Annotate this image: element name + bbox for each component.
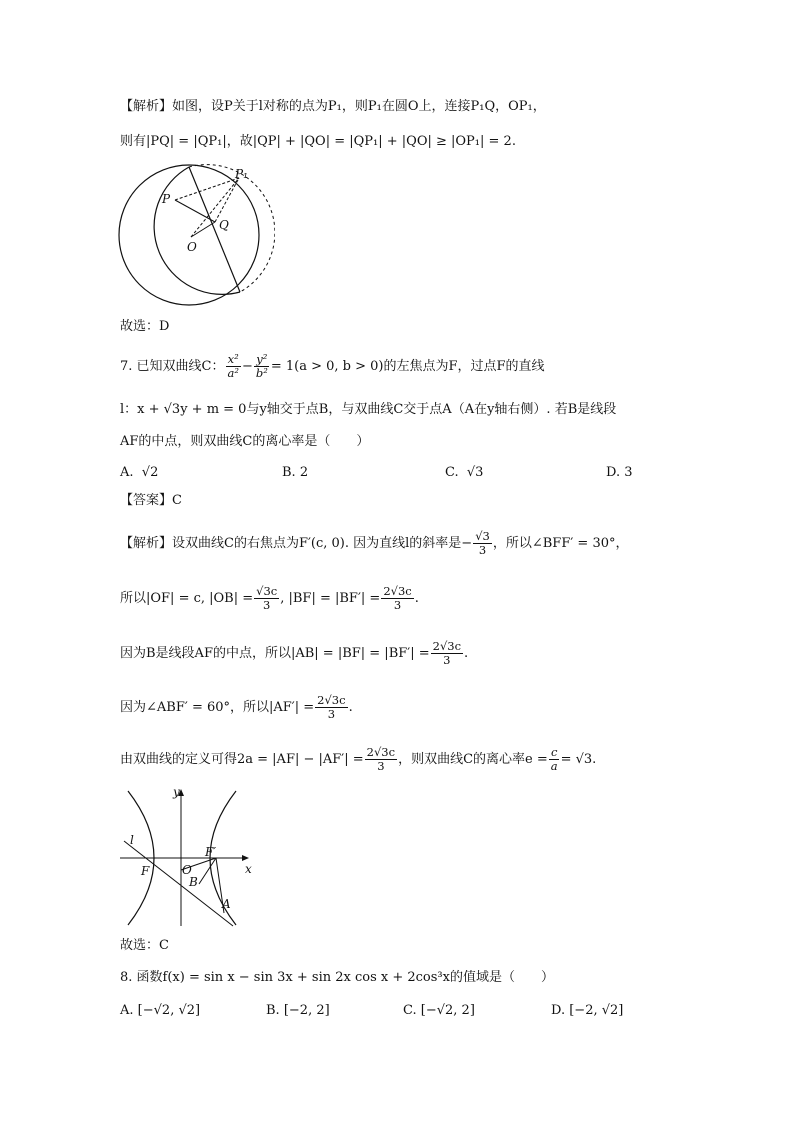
- q7-option-d: [606, 463, 633, 483]
- q7-a5-e-num: c: [550, 745, 558, 759]
- question-8-stem: 8. 函数f(x) = sin x − sin 3x + sin 2x cos x + 2cos³x的值域是（ ）: [120, 970, 554, 985]
- q7-a4-fraction: [315, 694, 347, 721]
- question-7-stem: [120, 352, 545, 382]
- q7-stem-prefix: 7. 已知双曲线C：: [120, 359, 225, 374]
- q7-option-d-text: 3: [624, 465, 633, 480]
- q8-option-c-letter: C.: [403, 1003, 417, 1018]
- q7-a3-num: 2√3c: [432, 639, 462, 653]
- q7-option-a-letter: A.: [120, 465, 134, 480]
- q7-a3-post: .: [464, 646, 469, 661]
- analysis-6-line-2: 则有|PQ| = |QP₁|，故|QP| + |QO| = |QP₁| + |QO| ≥ |OP₁| = 2.: [120, 134, 516, 149]
- label-P: P: [162, 192, 171, 206]
- q7-a2-f2-den: 3: [393, 598, 402, 612]
- label-Q: Q: [219, 218, 229, 232]
- q7-a3-den: 3: [443, 653, 451, 667]
- q7-y2: y²: [256, 352, 268, 366]
- x-axis-arrow: [242, 855, 249, 861]
- q7-option-d-letter: D.: [606, 465, 621, 480]
- q7-a3-fraction: [431, 640, 463, 667]
- q8-option-b-letter: B.: [266, 1003, 280, 1018]
- segment-O-P1: [191, 178, 239, 237]
- label-P1: P₁: [235, 167, 248, 181]
- q7-a5-pre: 由双曲线的定义可得2a = |AF| − |AF′| =: [120, 752, 364, 767]
- q7-a1-den: 3: [478, 543, 487, 557]
- question-7-line-3: AF的中点，则双曲线C的离心率是（ ）: [120, 434, 370, 449]
- q7-a2-post: .: [414, 591, 419, 606]
- q7-a4-den: 3: [327, 707, 336, 721]
- q7-a5-e-den: a: [550, 759, 558, 773]
- label-F: F: [141, 864, 150, 878]
- analysis-6-line-1: 【解析】如图，设P关于l对称的点为P₁，则P₁在圆O上，连接P₁Q，OP₁，: [120, 99, 546, 114]
- q8-option-d: [551, 1001, 623, 1021]
- q7-answer: 【答案】C: [120, 493, 182, 508]
- q7-option-b-text: 2: [299, 465, 309, 480]
- label-A: A: [222, 897, 231, 911]
- q7-option-c-text: √3: [466, 465, 484, 480]
- choice-7: 故选：C: [120, 938, 169, 953]
- q7-analysis-line-2: [120, 581, 419, 617]
- q7-option-a: [120, 463, 158, 483]
- q7-a5-fraction: [365, 746, 397, 773]
- q7-a2-f1-num: √3c: [256, 584, 278, 598]
- label-O: O: [182, 863, 192, 877]
- q7-stem-suffix: = 1(a > 0, b > 0)的左焦点为F，过点F的直线: [270, 359, 545, 374]
- question-7-line-2: l：x + √3y + m = 0与y轴交于点B，与双曲线C交于点A（A在y轴右侧）. 若B是线段: [120, 402, 617, 417]
- circle-reflection-figure: [115, 160, 275, 310]
- label-Fprime: F′: [205, 845, 217, 859]
- q7-option-b: [282, 463, 308, 483]
- q8-option-c: [403, 1001, 475, 1021]
- segment-P-Q: [175, 200, 215, 222]
- label-x: x: [245, 862, 252, 876]
- q7-a4-pre: 因为∠ABF′ = 60°，所以|AF′| =: [120, 700, 315, 715]
- label-y: y: [173, 786, 180, 799]
- q7-option-c-letter: C.: [445, 465, 459, 480]
- q7-a5-num: 2√3c: [366, 745, 396, 759]
- q8-option-b: [266, 1001, 330, 1021]
- q7-option-c: [445, 463, 483, 483]
- q7-a5-mid: ，则双曲线C的离心率e =: [398, 752, 548, 767]
- q7-a1-fraction: [473, 530, 492, 557]
- label-B: B: [189, 875, 198, 889]
- q7-b2: b²: [255, 366, 268, 380]
- q7-analysis-line-4: [120, 690, 353, 726]
- hyperbola-figure: [118, 786, 258, 931]
- segment-P-P1: [175, 178, 239, 200]
- q7-analysis-line-3: [120, 636, 468, 672]
- q8-option-d-text: [−2, √2]: [569, 1003, 624, 1018]
- q7-a2-mid: , |BF| = |BF′| =: [280, 591, 381, 606]
- q7-a4-post: .: [348, 700, 353, 715]
- q7-a5-den: 3: [377, 759, 385, 773]
- q7-a2-fraction-1: [254, 585, 279, 612]
- q8-option-c-text: [−√2, 2]: [420, 1003, 475, 1018]
- q8-option-a-text: [−√2, √2]: [137, 1003, 201, 1018]
- q7-option-a-text: √2: [141, 465, 159, 480]
- q7-a5-post: = √3.: [560, 752, 597, 767]
- q7-a4-num: 2√3c: [317, 693, 346, 707]
- label-l: l: [130, 833, 134, 847]
- segment-O-Q: [191, 222, 215, 237]
- q7-a1-num: √3: [475, 529, 490, 543]
- q8-option-a: [120, 1001, 200, 1021]
- q7-a2: a²: [227, 366, 239, 380]
- q7-fraction-y: [254, 353, 270, 380]
- q8-option-a-letter: A.: [120, 1003, 134, 1018]
- q8-option-d-letter: D.: [551, 1003, 566, 1018]
- q8-option-b-text: [−2, 2]: [283, 1003, 330, 1018]
- q7-fraction-x: [225, 353, 240, 380]
- q7-analysis-line-5: [120, 742, 596, 778]
- q7-a2-f1-den: 3: [263, 598, 271, 612]
- q7-option-b-letter: B.: [282, 465, 296, 480]
- q7-analysis-line-1: [120, 526, 629, 562]
- label-O: O: [187, 240, 197, 254]
- q7-a3-pre: 因为B是线段AF的中点，所以|AB| = |BF| = |BF′| =: [120, 646, 430, 661]
- q7-a1-post: ，所以∠BFF′ = 30°，: [492, 536, 629, 551]
- circle-O: [119, 165, 259, 305]
- q7-a2-fraction-2: [381, 585, 413, 612]
- q7-a5-e-fraction: [549, 746, 560, 773]
- q7-a2-pre: 所以|OF| = c, |OB| =: [120, 591, 254, 606]
- q7-minus: −: [241, 359, 253, 374]
- q7-a1-pre: 【解析】设双曲线C的右焦点为F′(c, 0). 因为直线l的斜率是−: [120, 536, 473, 551]
- line-l: [124, 841, 233, 926]
- q7-x2: x²: [227, 352, 239, 366]
- q7-a2-f2-num: 2√3c: [383, 584, 412, 598]
- choice-6: 故选：D: [120, 319, 170, 334]
